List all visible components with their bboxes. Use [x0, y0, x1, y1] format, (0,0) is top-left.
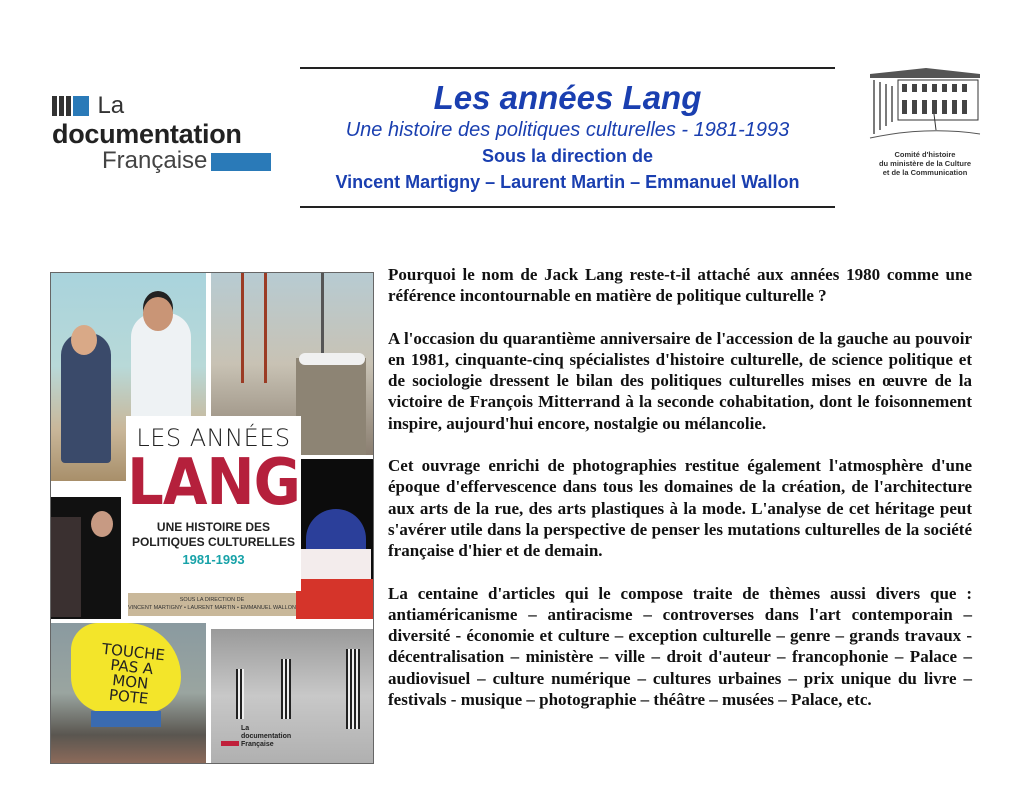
description: [388, 264, 972, 731]
book-cover: [50, 272, 374, 764]
cover-publisher-logo: [221, 725, 301, 749]
logo-bars-icon: [52, 96, 89, 116]
publisher-logo: [52, 92, 272, 174]
comite-line1: Comité d'histoire: [894, 150, 956, 159]
comite-line3: et de la Communication: [882, 168, 968, 177]
book-title: Les années Lang: [433, 79, 702, 116]
cover-authors-band: [128, 593, 296, 616]
logo-square-icon: [211, 153, 271, 171]
cover-les-annees: LES ANNÉES: [136, 424, 291, 452]
direction-label: Sous la direction de: [481, 146, 654, 166]
cover-sign-text: TOUCHE PAS A MON POTE: [101, 639, 166, 708]
logo-la: La: [97, 92, 125, 119]
book-subtitle: Une histoire des politiques culturelles - 1981-1993: [345, 119, 790, 141]
comite-logo: [862, 64, 988, 177]
title-block: [300, 67, 835, 208]
cover-direction: SOUS LA DIRECTION DE: [179, 597, 245, 603]
cover-title-box: [126, 416, 301, 591]
authors: Vincent Martigny – Laurent Martin – Emmanuel Wallon: [335, 172, 800, 192]
logo-francaise-text: Française: [102, 147, 208, 174]
logo-francaise: [102, 148, 272, 174]
palais-royal-illustration-icon: [866, 64, 984, 146]
cover-years: 1981-1993: [182, 552, 245, 567]
cover-authors: VINCENT MARTIGNY • LAURENT MARTIN • EMMANUEL WALLON: [128, 605, 296, 611]
photo-dancers: [51, 497, 121, 619]
cover-subtitle-1: UNE HISTOIRE DES: [156, 520, 271, 534]
paragraph-content: Cet ouvrage enrichi de photographies restitue également l'atmosphère d'une époque d'effervescence dans tous les domaines de la création, de l'architecture aux arts de la rue, des arts plastiques à la mode. L'analyse de cet héritage peut s'avérer utile dans la perspective de penser les mutations culturelles de la société française d'hier et de demain.: [388, 456, 972, 561]
cover-publisher-text: La documentation Française: [240, 725, 292, 748]
paragraph-themes: La centaine d'articles qui le compose traite de thèmes aussi divers que : antiaméricanisme – antiracisme – controverses dans l'art contemporain – diversité - économie et culture – exception culturelle – genre – grands travaux - décentralisation – ministère – ville – droit d'auteur – francophonie – Palace – audiovisuel – culture numérique – cultures urbaines – prix unique du livre – festivals - musique – photographie – théâtre – musées – Palace, etc.: [388, 583, 972, 710]
logo-documentation: documentation: [52, 119, 242, 149]
cover-subtitle-2: POLITIQUES CULTURELLES: [131, 535, 296, 549]
comite-line2: du ministère de la Culture: [878, 159, 972, 168]
photo-flag-dress: [296, 459, 373, 619]
paragraph-context: A l'occasion du quarantième anniversaire de l'accession de la gauche au pouvoir en 1981, cinquante-cinq spécialistes d'histoire culturelle, de science politique et de sociologie dressent le bilan des politiques culturelles mises en œuvre de la victoire de François Mitterrand à la seconde cohabitation, dont le foisonnement inspire, aujourd'hui encore, nostalgie ou mélancolie.: [388, 328, 972, 433]
paragraph-question: Pourquoi le nom de Jack Lang reste-t-il attaché aux années 1980 comme une référence incontournable en matière de politique culturelle ?: [388, 265, 972, 306]
cover-lang: LANG: [127, 446, 300, 520]
